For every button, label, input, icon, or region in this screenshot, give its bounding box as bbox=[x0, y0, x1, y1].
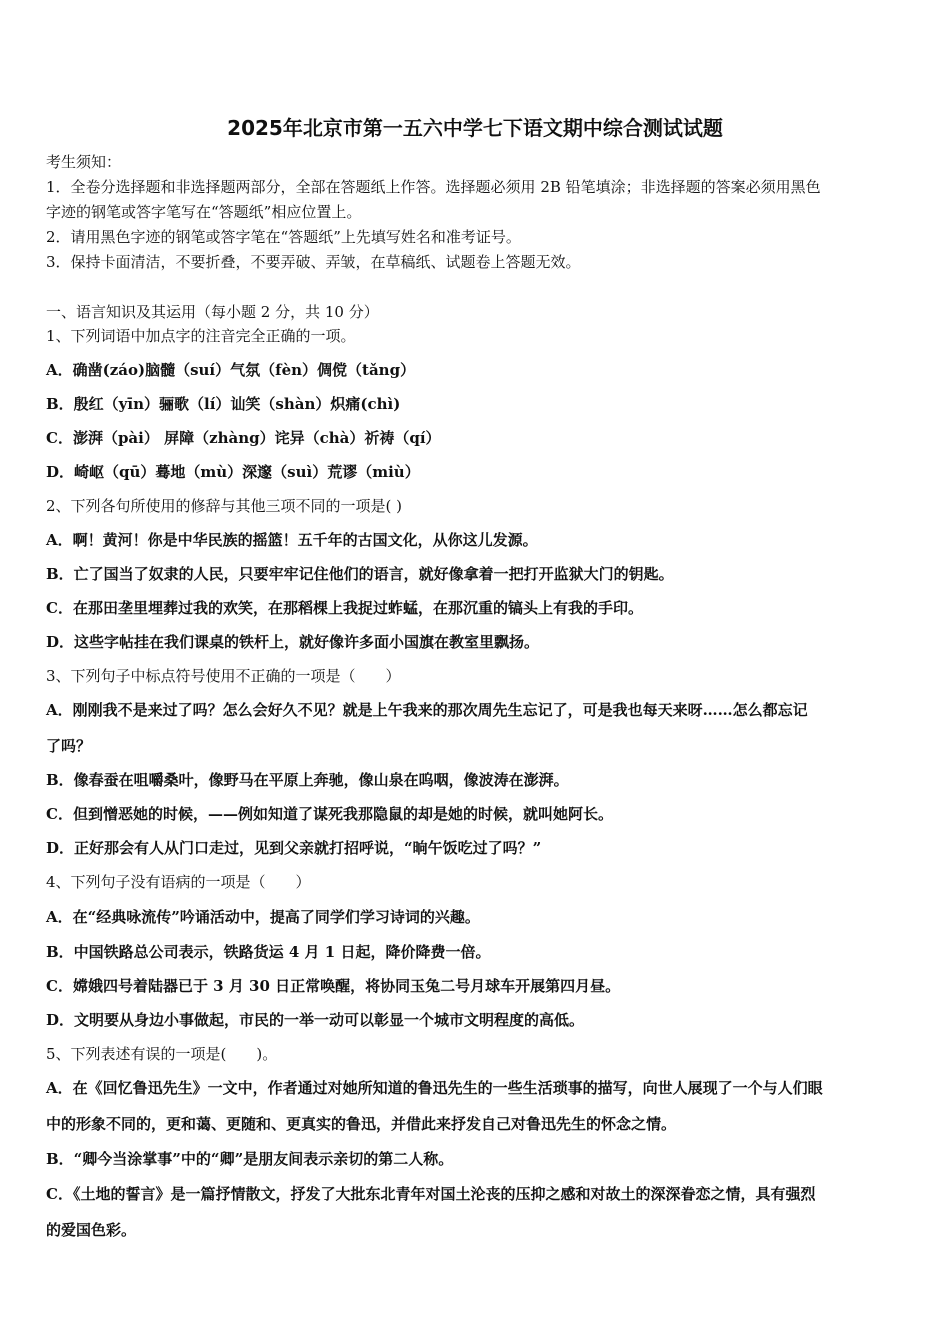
question-5-option-a: A．在《回忆鲁迅先生》一文中，作者通过对她所知道的鲁迅先生的一些生活琐事的描写，向世人展现了一个与人们眼 bbox=[46, 1079, 823, 1097]
question-4-option-a: A．在“经典咏流传”吟诵活动中，提高了同学们学习诗词的兴趣。 bbox=[46, 908, 480, 926]
question-5-option-c-cont: 的爱国色彩。 bbox=[46, 1221, 137, 1239]
question-1-option-a: A．确凿(záo)脑髓（suí）气氛（fèn）倜傥（tǎng） bbox=[46, 361, 416, 379]
question-4-option-c: C．嫦娥四号着陆器已于 3 月 30 日正常唤醒，将协同玉兔二号月球车开展第四月昼。 bbox=[46, 977, 621, 995]
question-4-stem: 4、下列句子没有语病的一项是（ ） bbox=[46, 873, 311, 891]
notice-item-2: 2．请用黑色字迹的钢笔或答字笔在“答题纸”上先填写姓名和准考证号。 bbox=[46, 228, 521, 246]
question-2-option-a: A．啊！黄河！你是中华民族的摇篮！五千年的古国文化，从你这儿发源。 bbox=[46, 531, 538, 549]
question-5-option-a-cont: 中的形象不同的，更和蔼、更随和、更真实的鲁迅，并借此来抒发自己对鲁迅先生的怀念之情。 bbox=[46, 1115, 677, 1133]
page-title: 2025年北京市第一五六中学七下语文期中综合测试试题 bbox=[227, 116, 723, 140]
question-2-option-c: C．在那田垄里埋葬过我的欢笑，在那稻棵上我捉过蚱蜢，在那沉重的镐头上有我的手印。 bbox=[46, 599, 643, 617]
question-5-option-b: B．“卿今当涂掌事”中的“卿”是朋友间表示亲切的第二人称。 bbox=[46, 1150, 454, 1168]
question-3-option-a: A．刚刚我不是来过了吗？怎么会好久不见？就是上午我来的那次周先生忘记了，可是我也每天来呀……怎么都忘记 bbox=[46, 701, 808, 719]
notice-item-1-cont: 字迹的钢笔或答字笔写在“答题纸”相应位置上。 bbox=[46, 203, 362, 221]
question-2-option-d: D．这些字帖挂在我们课桌的铁杆上，就好像许多面小国旗在教室里飘扬。 bbox=[46, 633, 540, 651]
section-heading: 一、语言知识及其运用（每小题 2 分，共 10 分） bbox=[46, 303, 379, 321]
question-4-option-d: D．文明要从身边小事做起，市民的一举一动可以彰显一个城市文明程度的高低。 bbox=[46, 1011, 585, 1029]
question-3-option-a-cont: 了吗？ bbox=[46, 737, 92, 755]
notice-heading: 考生须知： bbox=[46, 153, 122, 171]
question-3-option-b: B．像春蚕在咀嚼桑叶，像野马在平原上奔驰，像山泉在呜咽，像波涛在澎湃。 bbox=[46, 771, 569, 789]
question-3-option-d: D．正好那会有人从门口走过，见到父亲就打招呼说，“晌午饭吃过了吗？” bbox=[46, 839, 542, 857]
question-2-stem: 2、下列各句所使用的修辞与其他三项不同的一项是( ) bbox=[46, 497, 403, 515]
question-1-option-c: C．澎湃（pài） 屏障（zhàng）诧异（chà）祈祷（qí） bbox=[46, 429, 441, 447]
question-4-option-b: B．中国铁路总公司表示，铁路货运 4 月 1 日起，降价降费一倍。 bbox=[46, 943, 491, 961]
question-3-stem: 3、下列句子中标点符号使用不正确的一项是（ ） bbox=[46, 667, 401, 685]
question-5-stem: 5、下列表述有误的一项是( )。 bbox=[46, 1045, 278, 1063]
question-1-option-d: D．崎岖（qū）蓦地（mù）深邃（suì）荒谬（miù） bbox=[46, 463, 420, 481]
question-5-option-c: C．《土地的誓言》是一篇抒情散文，抒发了大批东北青年对国土沦丧的压抑之感和对故土的深深眷恋之情，具有强烈 bbox=[46, 1185, 816, 1203]
question-3-option-c: C．但到憎恶她的时候，——例如知道了谋死我那隐鼠的却是她的时候，就叫她阿长。 bbox=[46, 805, 613, 823]
notice-item-1: 1．全卷分选择题和非选择题两部分，全部在答题纸上作答。选择题必须用 2B 铅笔填涂；非选择题的答案必须用黑色 bbox=[46, 178, 821, 196]
question-2-option-b: B．亡了国当了奴隶的人民，只要牢牢记住他们的语言，就好像拿着一把打开监狱大门的钥匙。 bbox=[46, 565, 674, 583]
notice-item-3: 3．保持卡面清洁，不要折叠，不要弄破、弄皱，在草稿纸、试题卷上答题无效。 bbox=[46, 253, 581, 271]
question-1-stem: 1、下列词语中加点字的注音完全正确的一项。 bbox=[46, 327, 356, 345]
question-1-option-b: B．殷红（yīn）骊歌（lí）讪笑（shàn）炽痛(chì) bbox=[46, 395, 401, 413]
